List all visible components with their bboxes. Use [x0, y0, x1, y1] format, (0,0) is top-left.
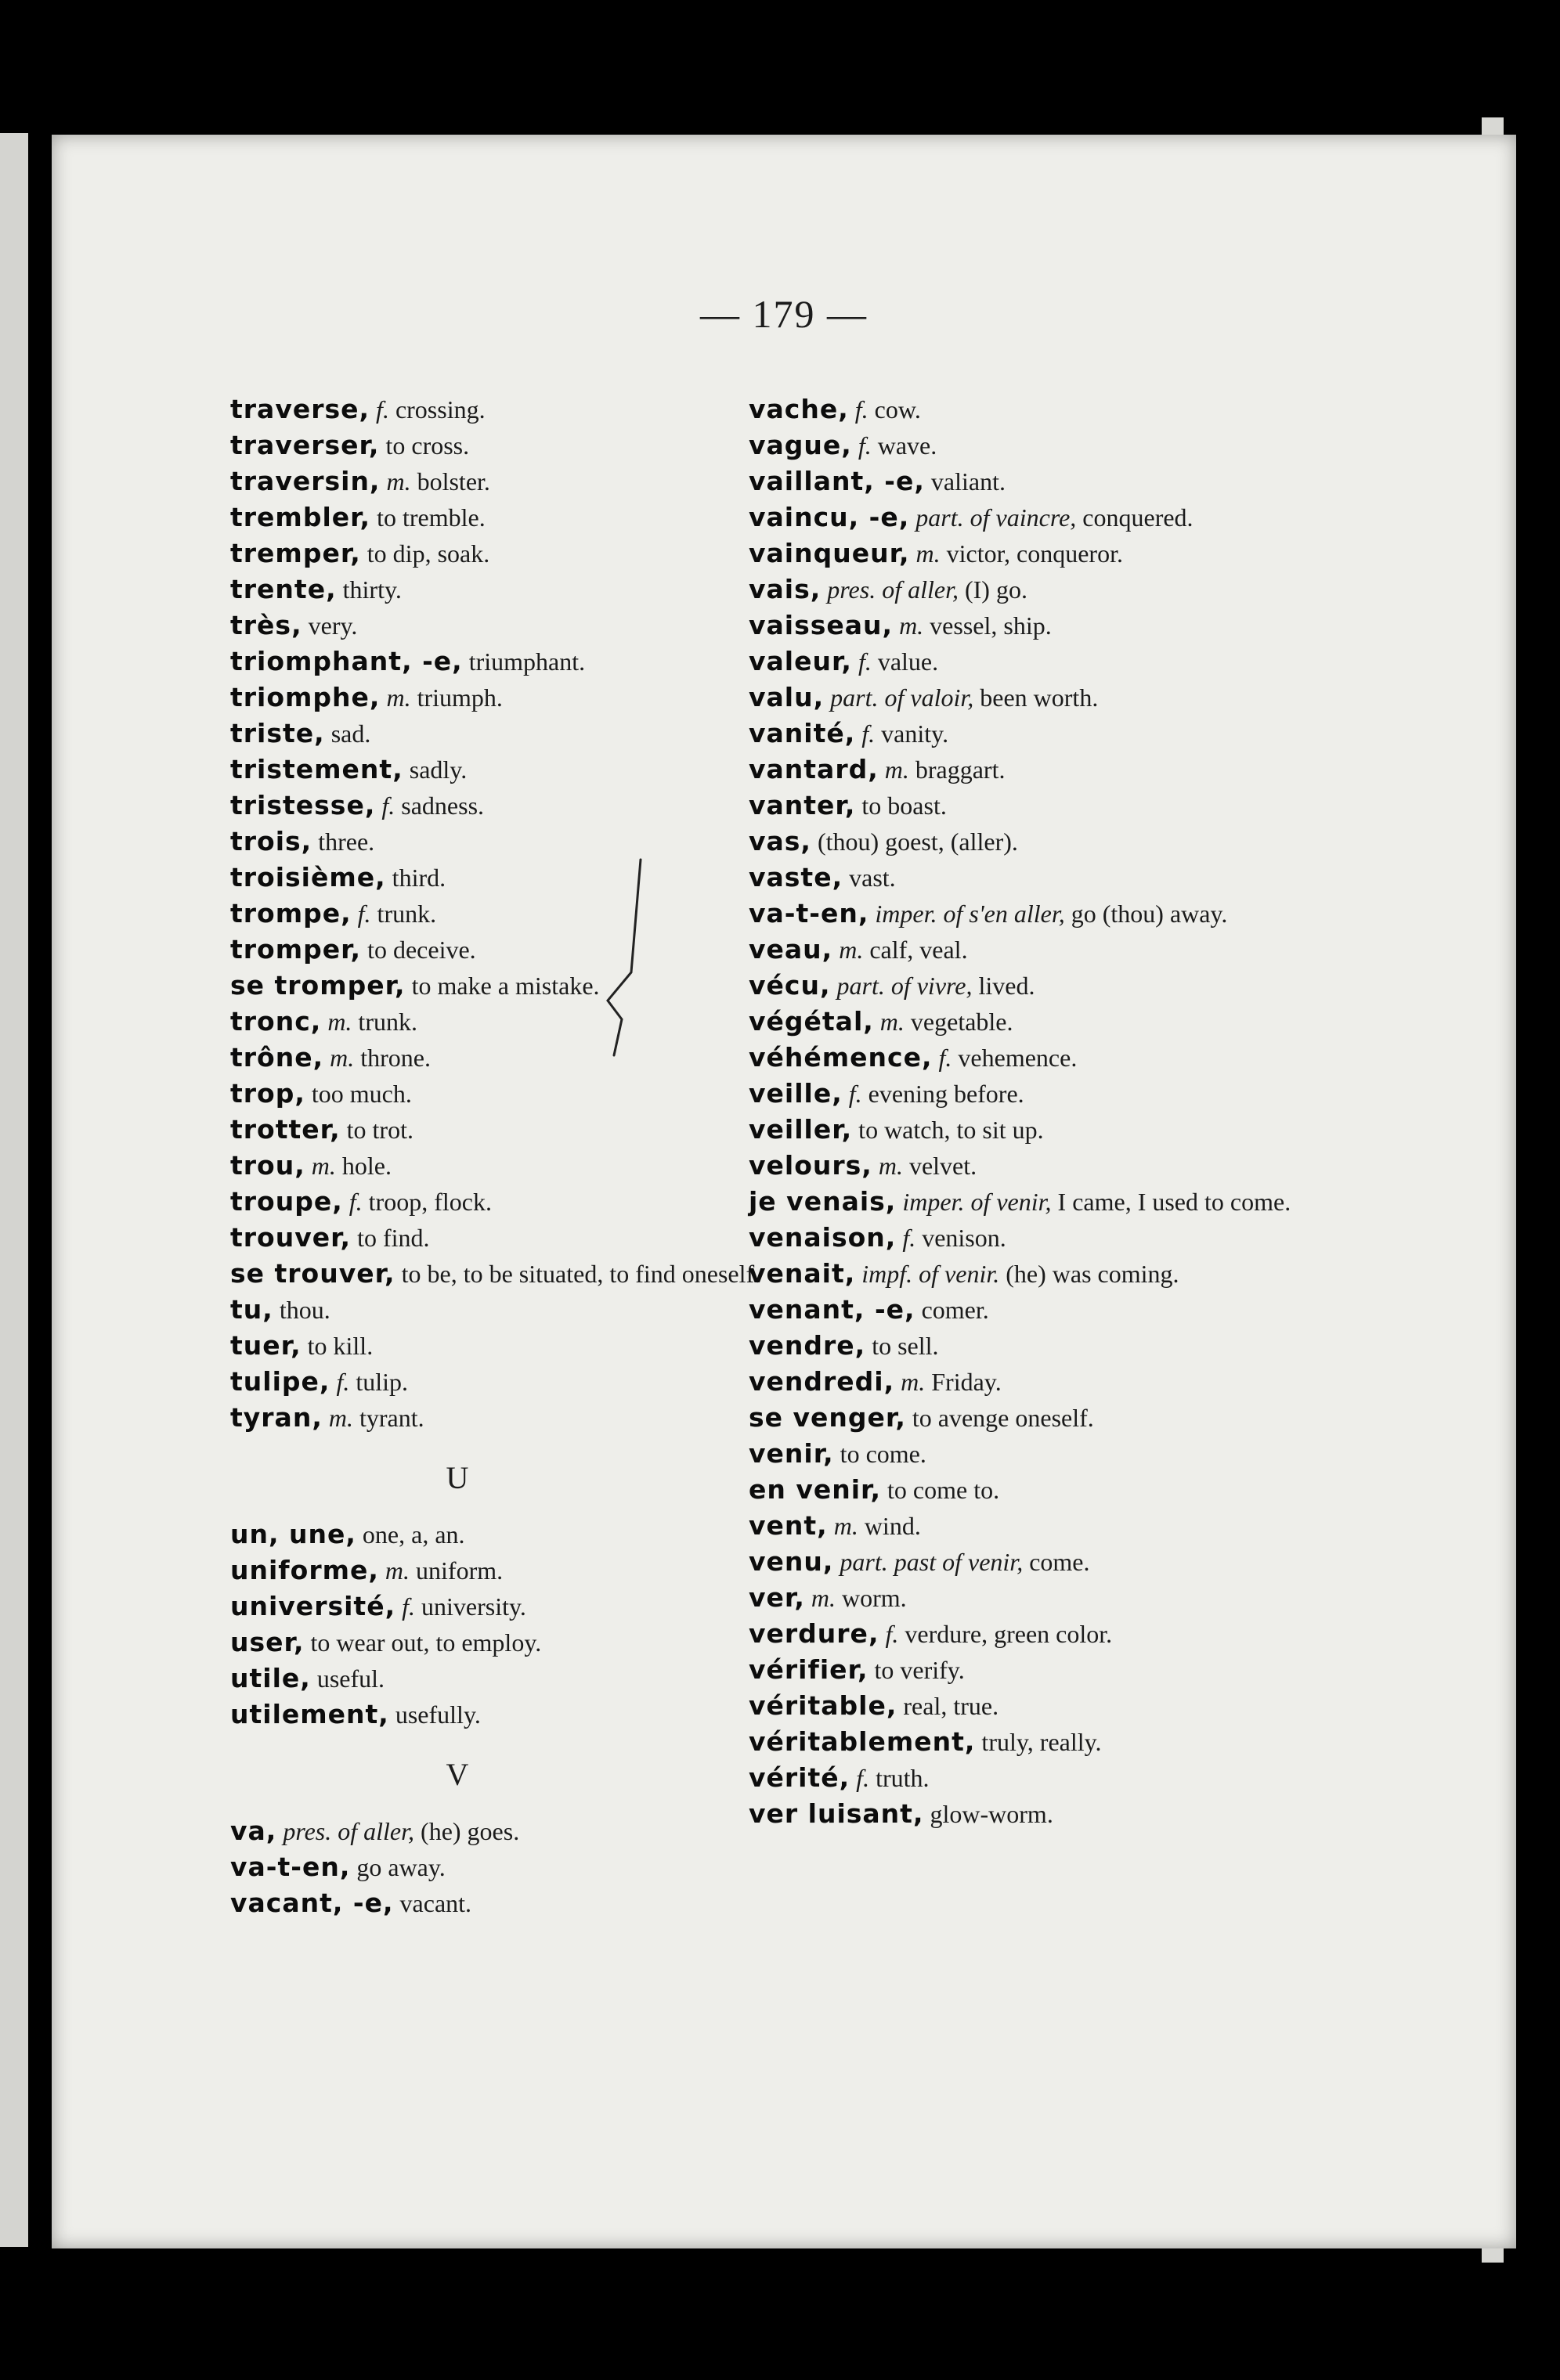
- dictionary-entry: [230, 1040, 778, 1076]
- entry-definition: troop, flock.: [362, 1188, 492, 1216]
- dictionary-entry: [749, 427, 1344, 463]
- entry-definition: real, true.: [897, 1692, 999, 1720]
- entry-definition: triumph.: [410, 683, 503, 712]
- entry-definition: calf, veal.: [863, 936, 968, 964]
- entry-definition: been worth.: [973, 683, 1099, 712]
- entry-definition: to tremble.: [370, 503, 486, 532]
- dictionary-entry: [230, 1849, 778, 1885]
- entry-list-t: [230, 391, 778, 1436]
- dictionary-entry: [230, 1661, 778, 1697]
- entry-grammar: m.: [305, 1152, 336, 1180]
- entry-definition: go (thou) away.: [1064, 900, 1228, 928]
- entry-definition: throne.: [354, 1044, 431, 1072]
- dictionary-entry: [230, 968, 778, 1004]
- entry-headword: trouver,: [230, 1222, 352, 1253]
- entry-definition: to come.: [833, 1440, 926, 1468]
- entry-definition: wave.: [871, 431, 937, 460]
- dictionary-page: [52, 135, 1516, 2248]
- entry-grammar: m.: [322, 1404, 353, 1432]
- entry-headword: trois,: [230, 826, 312, 856]
- entry-definition: conquered.: [1076, 503, 1193, 532]
- entry-grammar: m.: [893, 611, 924, 640]
- entry-headword: vaisseau,: [749, 610, 894, 640]
- dictionary-entry: [749, 499, 1344, 536]
- dictionary-entry: [749, 463, 1344, 499]
- dictionary-entry: [749, 1400, 1344, 1436]
- entry-headword: tuer,: [230, 1330, 302, 1361]
- dictionary-entry: [749, 1472, 1344, 1508]
- entry-headword: trotter,: [230, 1114, 341, 1145]
- dictionary-entry: [749, 1364, 1344, 1400]
- dictionary-entry: [749, 680, 1344, 716]
- entry-headword: vas,: [749, 826, 811, 856]
- entry-headword: va-t-en,: [749, 898, 869, 929]
- dictionary-entry: [230, 572, 778, 608]
- entry-definition: university.: [415, 1592, 526, 1621]
- dictionary-entry: [230, 1813, 778, 1849]
- entry-headword: triomphe,: [230, 682, 381, 712]
- dictionary-entry: [749, 1292, 1344, 1328]
- entry-headword: ver,: [749, 1582, 805, 1613]
- entry-grammar: part. of vivre,: [830, 972, 973, 1000]
- entry-headword: vécu,: [749, 970, 831, 1001]
- entry-headword: troupe,: [230, 1186, 343, 1217]
- entry-headword: va,: [230, 1816, 277, 1846]
- entry-definition: worm.: [835, 1584, 907, 1612]
- entry-headword: vache,: [749, 394, 849, 424]
- entry-headword: veiller,: [749, 1114, 853, 1145]
- entry-headword: vainqueur,: [749, 538, 910, 568]
- entry-definition: victor, conqueror.: [940, 539, 1123, 568]
- entry-headword: verdure,: [749, 1618, 879, 1649]
- dictionary-entry: [230, 1625, 778, 1661]
- entry-definition: useful.: [310, 1664, 385, 1693]
- dictionary-entry: [230, 1552, 778, 1588]
- dictionary-entry: [230, 860, 778, 896]
- page-number: — 179 —: [700, 292, 868, 336]
- entry-grammar: f.: [851, 431, 872, 460]
- entry-definition: lived.: [972, 972, 1035, 1000]
- entry-definition: bolster.: [410, 467, 490, 496]
- entry-definition: to sell.: [865, 1332, 939, 1360]
- entry-grammar: f.: [395, 1592, 416, 1621]
- entry-grammar: m.: [323, 1044, 355, 1072]
- entry-definition: vacant.: [393, 1889, 472, 1917]
- entry-definition: value.: [871, 647, 939, 676]
- entry-definition: vegetable.: [904, 1008, 1013, 1036]
- dictionary-entry: [230, 463, 778, 499]
- entry-definition: uniform.: [410, 1556, 504, 1585]
- entry-headword: trente,: [230, 574, 337, 604]
- entry-definition: to cross.: [379, 431, 470, 460]
- entry-grammar: f.: [855, 719, 876, 748]
- dictionary-entry: [230, 1220, 778, 1256]
- dictionary-entry: [230, 427, 778, 463]
- entry-headword: vacant, -e,: [230, 1888, 394, 1918]
- dictionary-entry: [230, 644, 778, 680]
- entry-definition: triumphant.: [462, 647, 586, 676]
- entry-headword: tristement,: [230, 754, 403, 784]
- entry-headword: se tromper,: [230, 970, 406, 1001]
- dictionary-entry: [749, 1724, 1344, 1760]
- entry-headword: vérité,: [749, 1762, 850, 1793]
- dictionary-entry: [749, 1508, 1344, 1544]
- entry-headword: tremper,: [230, 538, 361, 568]
- entry-headword: trembler,: [230, 502, 371, 532]
- entry-grammar: m.: [872, 1152, 903, 1180]
- entry-definition: valiant.: [924, 467, 1006, 496]
- dictionary-entry: [230, 1112, 778, 1148]
- dictionary-entry: [749, 1616, 1344, 1652]
- dictionary-entry: [749, 1796, 1344, 1832]
- entry-definition: come.: [1023, 1548, 1090, 1576]
- dictionary-entry: [749, 752, 1344, 788]
- dictionary-entry: [749, 572, 1344, 608]
- dictionary-entry: [749, 1688, 1344, 1724]
- entry-headword: triste,: [230, 718, 325, 748]
- entry-headword: tromper,: [230, 934, 362, 965]
- entry-definition: sad.: [324, 719, 371, 748]
- entry-definition: venison.: [915, 1224, 1006, 1252]
- entry-grammar: m.: [380, 683, 411, 712]
- dictionary-entry: [230, 1588, 778, 1625]
- entry-grammar: pres. of aller,: [821, 575, 959, 604]
- entry-headword: velours,: [749, 1150, 872, 1181]
- entry-grammar: m.: [321, 1008, 352, 1036]
- entry-headword: uniforme,: [230, 1555, 379, 1585]
- dictionary-entry: [749, 1436, 1344, 1472]
- dictionary-entry: [749, 536, 1344, 572]
- dictionary-entry: [749, 1652, 1344, 1688]
- entry-headword: utile,: [230, 1663, 311, 1693]
- dictionary-entry: [230, 1885, 778, 1921]
- entry-definition: tyrant.: [352, 1404, 424, 1432]
- left-page-edge: [0, 133, 28, 2247]
- entry-definition: (he) was coming.: [999, 1260, 1179, 1288]
- entry-headword: tulipe,: [230, 1366, 330, 1397]
- dictionary-entry: [230, 932, 778, 968]
- entry-definition: very.: [302, 611, 358, 640]
- entry-definition: sadly.: [403, 755, 468, 784]
- entry-grammar: m.: [804, 1584, 836, 1612]
- dictionary-entry: [749, 1220, 1344, 1256]
- dictionary-entry: [230, 1292, 778, 1328]
- entry-definition: verdure, green color.: [898, 1620, 1113, 1648]
- dictionary-entry: [230, 716, 778, 752]
- entry-headword: venir,: [749, 1438, 834, 1469]
- entry-headword: vent,: [749, 1510, 828, 1541]
- dictionary-entry: [749, 1328, 1344, 1364]
- entry-grammar: imper. of venir,: [896, 1188, 1052, 1216]
- dictionary-entry: [749, 1076, 1344, 1112]
- entry-headword: tyran,: [230, 1402, 323, 1433]
- dictionary-entry: [230, 1256, 778, 1292]
- entry-headword: véhémence,: [749, 1042, 933, 1073]
- entry-headword: tronc,: [230, 1006, 322, 1037]
- entry-headword: troisième,: [230, 862, 386, 892]
- entry-definition: go away.: [350, 1853, 446, 1881]
- entry-headword: va-t-en,: [230, 1852, 351, 1882]
- entry-grammar: imper. of s'en aller,: [868, 900, 1065, 928]
- entry-definition: (I) go.: [958, 575, 1027, 604]
- dictionary-entry: [230, 788, 778, 824]
- dictionary-entry: [230, 1697, 778, 1733]
- entry-definition: truth.: [869, 1764, 930, 1792]
- entry-list-v-left: [230, 1813, 778, 1921]
- entry-definition: to trot.: [340, 1116, 413, 1144]
- entry-headword: utilement,: [230, 1699, 389, 1729]
- entry-headword: traverser,: [230, 430, 380, 460]
- entry-definition: truly, really.: [975, 1728, 1102, 1756]
- entry-grammar: f.: [375, 792, 395, 820]
- entry-headword: trompe,: [230, 898, 352, 929]
- entry-definition: to verify.: [868, 1656, 965, 1684]
- entry-definition: braggart.: [908, 755, 1006, 784]
- entry-headword: vague,: [749, 430, 852, 460]
- entry-headword: en venir,: [749, 1474, 882, 1505]
- entry-definition: thou.: [273, 1296, 330, 1324]
- entry-definition: vanity.: [875, 719, 949, 748]
- entry-headword: venait,: [749, 1258, 856, 1289]
- entry-list-u: [230, 1516, 778, 1733]
- entry-definition: velvet.: [902, 1152, 977, 1180]
- dictionary-entry: [749, 1040, 1344, 1076]
- entry-grammar: f.: [842, 1080, 862, 1108]
- dictionary-entry: [230, 824, 778, 860]
- dictionary-entry: [230, 1400, 778, 1436]
- dictionary-entry: [749, 788, 1344, 824]
- entry-headword: traversin,: [230, 466, 381, 496]
- entry-headword: se trouver,: [230, 1258, 395, 1289]
- entry-definition: to find.: [351, 1224, 430, 1252]
- entry-definition: tulip.: [349, 1368, 408, 1396]
- entry-headword: venant, -e,: [749, 1294, 915, 1325]
- dictionary-entry: [749, 1760, 1344, 1796]
- entry-headword: vendre,: [749, 1330, 866, 1361]
- entry-grammar: f.: [848, 395, 868, 424]
- entry-definition: to avenge oneself.: [905, 1404, 1094, 1432]
- entry-list-v-right: [749, 391, 1344, 1832]
- dictionary-entry: [749, 1004, 1344, 1040]
- entry-definition: evening before.: [861, 1080, 1024, 1108]
- entry-definition: glow-worm.: [923, 1800, 1053, 1828]
- entry-definition: vast.: [843, 864, 896, 892]
- entry-definition: to wear out, to employ.: [304, 1628, 542, 1657]
- entry-headword: veille,: [749, 1078, 843, 1109]
- entry-grammar: m.: [827, 1512, 858, 1540]
- dictionary-entry: [230, 1364, 778, 1400]
- entry-grammar: m.: [909, 539, 941, 568]
- dictionary-entry: [749, 1148, 1344, 1184]
- entry-headword: vaillant, -e,: [749, 466, 925, 496]
- entry-definition: (he) goes.: [414, 1817, 520, 1845]
- entry-definition: to be, to be situated, to find oneself.: [395, 1260, 761, 1288]
- entry-headword: venu,: [749, 1546, 834, 1577]
- entry-grammar: m.: [832, 936, 864, 964]
- dictionary-entry: [749, 716, 1344, 752]
- entry-headword: vaste,: [749, 862, 843, 892]
- entry-definition: comer.: [915, 1296, 989, 1324]
- entry-headword: vanité,: [749, 718, 856, 748]
- entry-headword: un, une,: [230, 1519, 356, 1549]
- entry-headword: très,: [230, 610, 302, 640]
- entry-headword: tristesse,: [230, 790, 376, 820]
- entry-definition: sadness.: [395, 792, 485, 820]
- entry-definition: trunk.: [352, 1008, 417, 1036]
- entry-definition: to watch, to sit up.: [852, 1116, 1044, 1144]
- entry-grammar: f.: [932, 1044, 952, 1072]
- dictionary-entry: [230, 391, 778, 427]
- entry-definition: trunk.: [370, 900, 437, 928]
- entry-definition: (thou) goest, (aller).: [811, 828, 1018, 856]
- entry-headword: vanter,: [749, 790, 856, 820]
- entry-headword: trou,: [230, 1150, 305, 1181]
- entry-grammar: part. past of venir,: [833, 1548, 1024, 1576]
- entry-definition: wind.: [858, 1512, 921, 1540]
- dictionary-entry: [230, 536, 778, 572]
- entry-headword: venaison,: [749, 1222, 897, 1253]
- entry-grammar: f.: [896, 1224, 916, 1252]
- entry-definition: to kill.: [301, 1332, 374, 1360]
- entry-headword: veau,: [749, 934, 833, 965]
- entry-headword: triomphant, -e,: [230, 646, 463, 676]
- entry-definition: usefully.: [388, 1700, 481, 1729]
- entry-grammar: m.: [378, 1556, 410, 1585]
- entry-definition: Friday.: [925, 1368, 1002, 1396]
- dictionary-entry: [749, 391, 1344, 427]
- entry-headword: vantard,: [749, 754, 879, 784]
- entry-headword: je venais,: [749, 1186, 897, 1217]
- dictionary-entry: [230, 1516, 778, 1552]
- dictionary-entry: [749, 1256, 1344, 1292]
- dictionary-entry: [230, 752, 778, 788]
- entry-grammar: f.: [850, 1764, 870, 1792]
- entry-grammar: m.: [894, 1368, 926, 1396]
- entry-headword: se venger,: [749, 1402, 906, 1433]
- entry-definition: to dip, soak.: [360, 539, 490, 568]
- left-column: [230, 391, 778, 1921]
- dictionary-entry: [230, 1328, 778, 1364]
- entry-grammar: f.: [370, 395, 389, 424]
- entry-grammar: m.: [878, 755, 909, 784]
- entry-definition: cow.: [868, 395, 921, 424]
- entry-definition: I came, I used to come.: [1051, 1188, 1291, 1216]
- dictionary-entry: [230, 608, 778, 644]
- entry-definition: crossing.: [388, 395, 486, 424]
- entry-grammar: f.: [330, 1368, 350, 1396]
- dictionary-entry: [230, 896, 778, 932]
- entry-headword: trop,: [230, 1078, 305, 1109]
- entry-grammar: pres. of aller,: [276, 1817, 415, 1845]
- entry-definition: vessel, ship.: [923, 611, 1052, 640]
- entry-definition: third.: [385, 864, 446, 892]
- entry-definition: one, a, an.: [356, 1520, 465, 1549]
- entry-headword: vendredi,: [749, 1366, 895, 1397]
- dictionary-entry: [749, 1544, 1344, 1580]
- entry-headword: trône,: [230, 1042, 324, 1073]
- entry-headword: traverse,: [230, 394, 370, 424]
- entry-headword: véritable,: [749, 1690, 897, 1721]
- entry-headword: vérifier,: [749, 1654, 868, 1685]
- entry-headword: véritablement,: [749, 1726, 976, 1757]
- section-letter-u: U: [446, 1460, 469, 1495]
- entry-headword: user,: [230, 1627, 305, 1657]
- dictionary-entry: [749, 1112, 1344, 1148]
- entry-definition: vehemence.: [952, 1044, 1078, 1072]
- entry-headword: tu,: [230, 1294, 273, 1325]
- entry-grammar: f.: [851, 647, 872, 676]
- entry-headword: valeur,: [749, 646, 852, 676]
- entry-grammar: f.: [342, 1188, 363, 1216]
- entry-grammar: part. of valoir,: [824, 683, 974, 712]
- entry-grammar: part. of vaincre,: [909, 503, 1077, 532]
- dictionary-entry: [749, 608, 1344, 644]
- entry-grammar: impf. of venir.: [855, 1260, 1000, 1288]
- entry-definition: hole.: [335, 1152, 392, 1180]
- entry-definition: to make a mistake.: [405, 972, 600, 1000]
- dictionary-entry: [230, 680, 778, 716]
- entry-definition: thirty.: [336, 575, 402, 604]
- dictionary-entry: [230, 1076, 778, 1112]
- entry-grammar: f.: [879, 1620, 899, 1648]
- entry-grammar: m.: [380, 467, 411, 496]
- dictionary-entry: [749, 860, 1344, 896]
- dictionary-entry: [749, 896, 1344, 932]
- dictionary-entry: [230, 1148, 778, 1184]
- section-letter-v: V: [446, 1757, 469, 1792]
- entry-definition: three.: [312, 828, 375, 856]
- entry-headword: valu,: [749, 682, 825, 712]
- entry-headword: université,: [230, 1591, 396, 1621]
- entry-headword: ver luisant,: [749, 1798, 924, 1829]
- right-column: [749, 391, 1344, 1832]
- dictionary-entry: [749, 1184, 1344, 1220]
- entry-definition: too much.: [305, 1080, 412, 1108]
- entry-grammar: f.: [351, 900, 371, 928]
- dictionary-entry: [230, 1184, 778, 1220]
- entry-definition: to come to.: [881, 1476, 1000, 1504]
- dictionary-entry: [749, 824, 1344, 860]
- entry-headword: végétal,: [749, 1006, 874, 1037]
- dictionary-entry: [230, 1004, 778, 1040]
- entry-definition: to deceive.: [361, 936, 476, 964]
- dictionary-entry: [749, 644, 1344, 680]
- entry-headword: vaincu, -e,: [749, 502, 910, 532]
- dictionary-entry: [230, 499, 778, 536]
- dictionary-entry: [749, 1580, 1344, 1616]
- dictionary-entry: [749, 968, 1344, 1004]
- entry-definition: to boast.: [855, 792, 947, 820]
- entry-headword: vais,: [749, 574, 822, 604]
- dictionary-entry: [749, 932, 1344, 968]
- entry-grammar: m.: [873, 1008, 905, 1036]
